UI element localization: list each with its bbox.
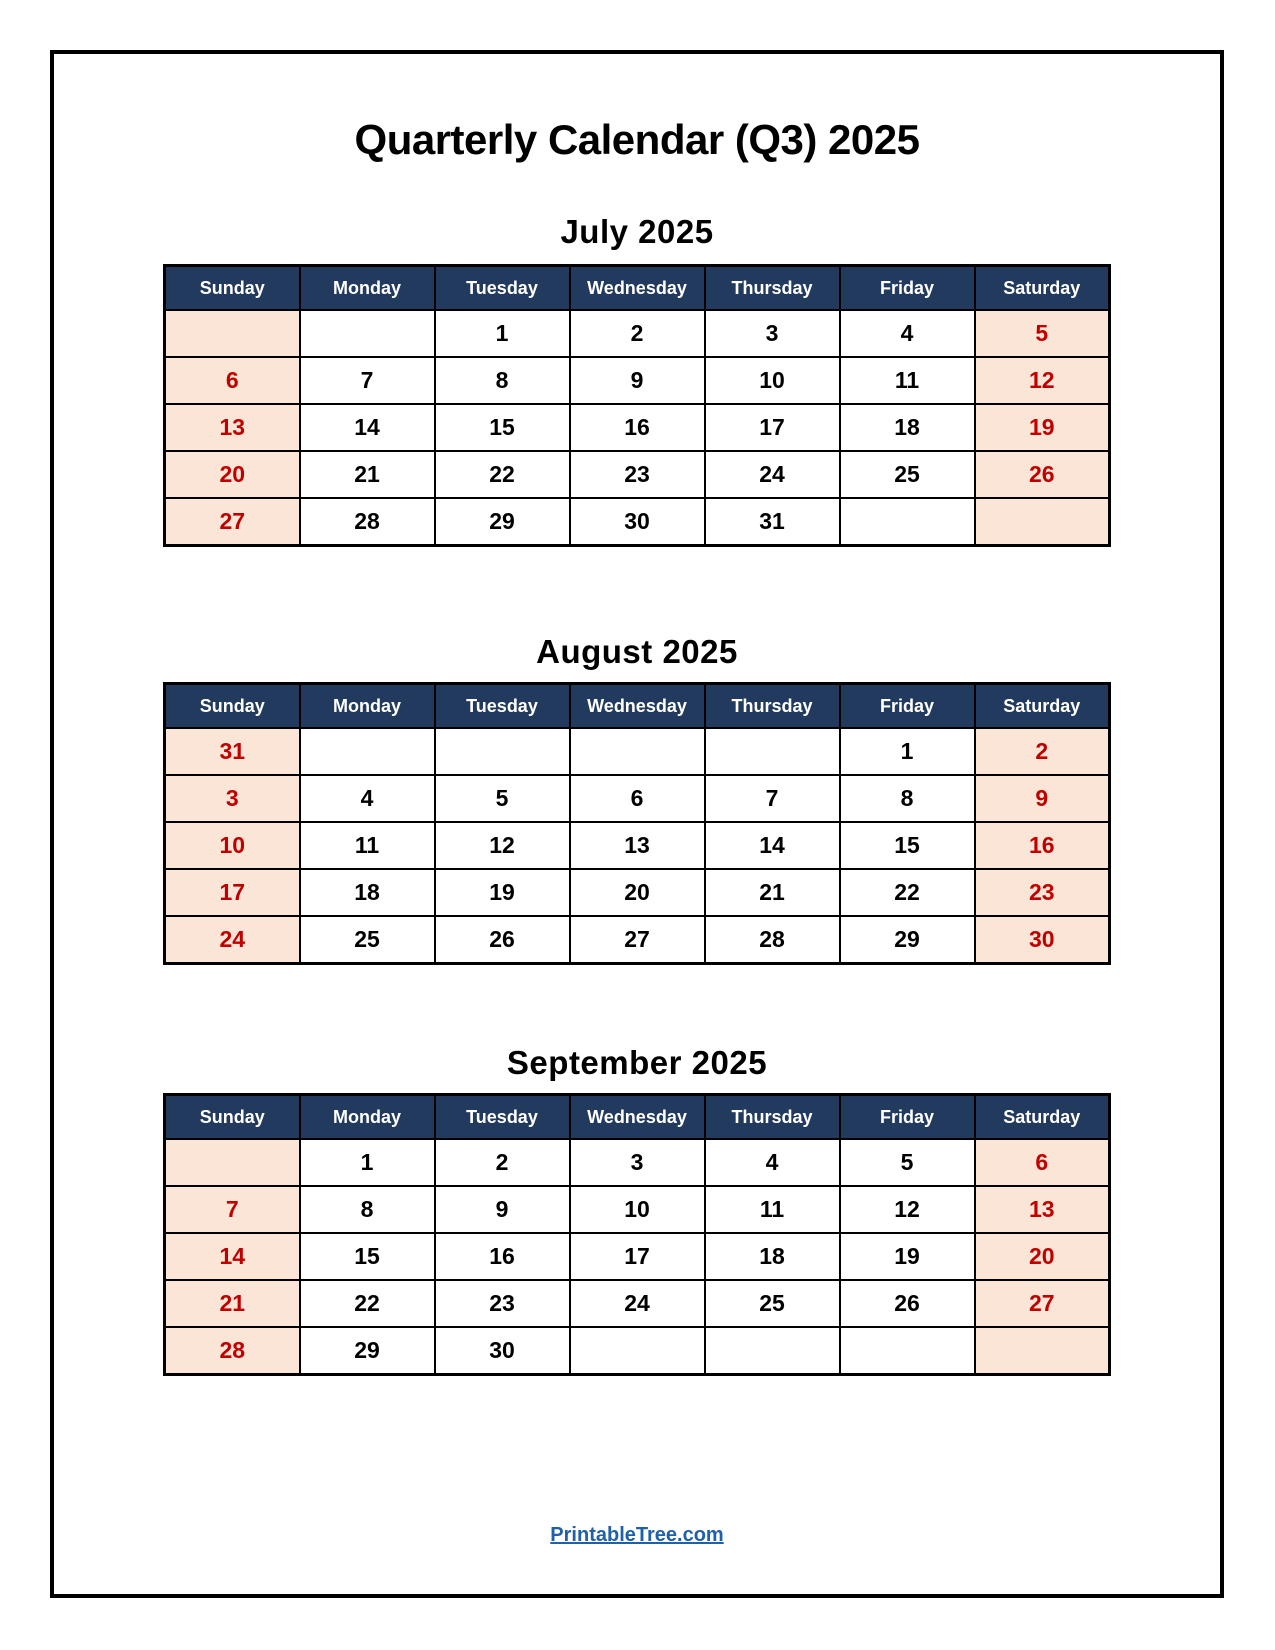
day-cell: 30 [975, 916, 1110, 964]
day-cell: 26 [840, 1280, 975, 1327]
day-cell: 10 [570, 1186, 705, 1233]
day-cell: 21 [165, 1280, 300, 1327]
weekday-header-cell: Wednesday [570, 684, 705, 729]
day-cell: 31 [165, 728, 300, 775]
day-cell: 4 [840, 310, 975, 357]
day-cell: 3 [165, 775, 300, 822]
day-cell: 20 [570, 869, 705, 916]
weekday-header-cell: Wednesday [570, 266, 705, 311]
weekday-header-cell: Thursday [705, 266, 840, 311]
day-cell: 7 [165, 1186, 300, 1233]
footer [50, 1524, 1224, 1547]
day-cell: 9 [975, 775, 1110, 822]
day-cell: 24 [570, 1280, 705, 1327]
day-cell: 20 [165, 451, 300, 498]
weekday-header-cell: Monday [300, 1095, 435, 1140]
weekday-header-cell: Monday [300, 684, 435, 729]
day-cell: 17 [570, 1233, 705, 1280]
day-cell: 24 [165, 916, 300, 964]
day-cell: 21 [300, 451, 435, 498]
months-container [50, 212, 1224, 1376]
day-cell: 12 [840, 1186, 975, 1233]
week-row [165, 916, 1110, 964]
day-cell: 6 [165, 357, 300, 404]
day-cell: 2 [435, 1139, 570, 1186]
day-cell: 3 [705, 310, 840, 357]
day-cell: 22 [840, 869, 975, 916]
page-title: Quarterly Calendar (Q3) 2025 [354, 116, 920, 163]
day-cell: 1 [840, 728, 975, 775]
weekday-header-cell: Thursday [705, 1095, 840, 1140]
day-cell: 28 [705, 916, 840, 964]
day-cell: 22 [300, 1280, 435, 1327]
day-cell: 4 [300, 775, 435, 822]
day-cell: 9 [570, 357, 705, 404]
day-cell: 31 [705, 498, 840, 546]
day-cell: 27 [165, 498, 300, 546]
day-cell: 10 [705, 357, 840, 404]
day-cell: 4 [705, 1139, 840, 1186]
day-cell: 23 [435, 1280, 570, 1327]
day-cell: 19 [840, 1233, 975, 1280]
day-cell [300, 728, 435, 775]
month-section [50, 212, 1224, 547]
day-cell [165, 310, 300, 357]
day-cell: 2 [570, 310, 705, 357]
day-cell: 18 [705, 1233, 840, 1280]
weekday-header-cell: Friday [840, 1095, 975, 1140]
day-cell: 28 [165, 1327, 300, 1375]
week-row [165, 728, 1110, 775]
weekday-header-cell: Thursday [705, 684, 840, 729]
day-cell: 11 [300, 822, 435, 869]
weekday-header-row [165, 266, 1110, 311]
day-cell: 19 [975, 404, 1110, 451]
day-cell: 20 [975, 1233, 1110, 1280]
weekday-header-cell: Tuesday [435, 684, 570, 729]
day-cell: 16 [975, 822, 1110, 869]
weekday-header-cell: Tuesday [435, 1095, 570, 1140]
day-cell: 24 [705, 451, 840, 498]
day-cell [705, 728, 840, 775]
month-title: July 2025 [560, 213, 714, 250]
day-cell: 25 [705, 1280, 840, 1327]
weekday-header-cell: Wednesday [570, 1095, 705, 1140]
day-cell [570, 1327, 705, 1375]
month-title: September 2025 [506, 1044, 768, 1081]
day-cell: 13 [165, 404, 300, 451]
day-cell: 16 [570, 404, 705, 451]
week-row [165, 775, 1110, 822]
day-cell: 7 [300, 357, 435, 404]
day-cell: 5 [975, 310, 1110, 357]
day-cell: 15 [840, 822, 975, 869]
month-section [50, 1043, 1224, 1376]
weekday-header-cell: Tuesday [435, 266, 570, 311]
calendar-table [163, 1093, 1111, 1376]
week-row [165, 498, 1110, 546]
day-cell: 8 [840, 775, 975, 822]
week-row [165, 404, 1110, 451]
day-cell: 23 [570, 451, 705, 498]
page [50, 50, 1224, 1598]
day-cell: 8 [435, 357, 570, 404]
day-cell: 7 [705, 775, 840, 822]
weekday-header-row [165, 684, 1110, 729]
day-cell: 10 [165, 822, 300, 869]
weekday-header-row [165, 1095, 1110, 1140]
day-cell: 5 [840, 1139, 975, 1186]
day-cell [840, 1327, 975, 1375]
day-cell: 30 [570, 498, 705, 546]
week-row [165, 1327, 1110, 1375]
day-cell: 29 [840, 916, 975, 964]
week-row [165, 357, 1110, 404]
day-cell [435, 728, 570, 775]
weekday-header-cell: Friday [840, 684, 975, 729]
printabletree-link[interactable]: PrintableTree.com [550, 1524, 724, 1546]
day-cell: 18 [300, 869, 435, 916]
day-cell: 15 [435, 404, 570, 451]
month-title: August 2025 [536, 633, 738, 670]
day-cell: 28 [300, 498, 435, 546]
day-cell: 19 [435, 869, 570, 916]
week-row [165, 310, 1110, 357]
weekday-header-cell: Monday [300, 266, 435, 311]
day-cell: 25 [300, 916, 435, 964]
day-cell: 3 [570, 1139, 705, 1186]
weekday-header-cell: Saturday [975, 1095, 1110, 1140]
day-cell [570, 728, 705, 775]
week-row [165, 1280, 1110, 1327]
calendar-table [163, 682, 1111, 965]
day-cell: 15 [300, 1233, 435, 1280]
weekday-header-cell: Saturday [975, 684, 1110, 729]
day-cell [840, 498, 975, 546]
day-cell: 13 [570, 822, 705, 869]
weekday-header-cell: Saturday [975, 266, 1110, 311]
day-cell: 5 [435, 775, 570, 822]
day-cell: 21 [705, 869, 840, 916]
week-row [165, 1186, 1110, 1233]
weekday-header-cell: Sunday [165, 1095, 300, 1140]
weekday-header-cell: Sunday [165, 266, 300, 311]
day-cell: 6 [570, 775, 705, 822]
day-cell: 11 [840, 357, 975, 404]
weekday-header-cell: Friday [840, 266, 975, 311]
day-cell: 30 [435, 1327, 570, 1375]
day-cell: 18 [840, 404, 975, 451]
week-row [165, 822, 1110, 869]
day-cell: 29 [300, 1327, 435, 1375]
week-row [165, 451, 1110, 498]
day-cell: 1 [300, 1139, 435, 1186]
day-cell: 23 [975, 869, 1110, 916]
day-cell: 27 [570, 916, 705, 964]
day-cell: 12 [435, 822, 570, 869]
day-cell: 9 [435, 1186, 570, 1233]
week-row [165, 1139, 1110, 1186]
day-cell [975, 1327, 1110, 1375]
day-cell: 1 [435, 310, 570, 357]
day-cell: 17 [705, 404, 840, 451]
day-cell: 14 [300, 404, 435, 451]
week-row [165, 1233, 1110, 1280]
day-cell: 14 [165, 1233, 300, 1280]
weekday-header-cell: Sunday [165, 684, 300, 729]
day-cell: 16 [435, 1233, 570, 1280]
day-cell: 2 [975, 728, 1110, 775]
day-cell: 25 [840, 451, 975, 498]
day-cell [705, 1327, 840, 1375]
day-cell: 13 [975, 1186, 1110, 1233]
day-cell: 29 [435, 498, 570, 546]
day-cell [165, 1139, 300, 1186]
day-cell: 17 [165, 869, 300, 916]
day-cell: 14 [705, 822, 840, 869]
day-cell: 22 [435, 451, 570, 498]
day-cell: 8 [300, 1186, 435, 1233]
month-section [50, 632, 1224, 965]
day-cell: 26 [975, 451, 1110, 498]
day-cell: 6 [975, 1139, 1110, 1186]
day-cell [975, 498, 1110, 546]
calendar-table [163, 264, 1111, 547]
day-cell: 27 [975, 1280, 1110, 1327]
day-cell: 11 [705, 1186, 840, 1233]
week-row [165, 869, 1110, 916]
day-cell: 26 [435, 916, 570, 964]
day-cell [300, 310, 435, 357]
day-cell: 12 [975, 357, 1110, 404]
